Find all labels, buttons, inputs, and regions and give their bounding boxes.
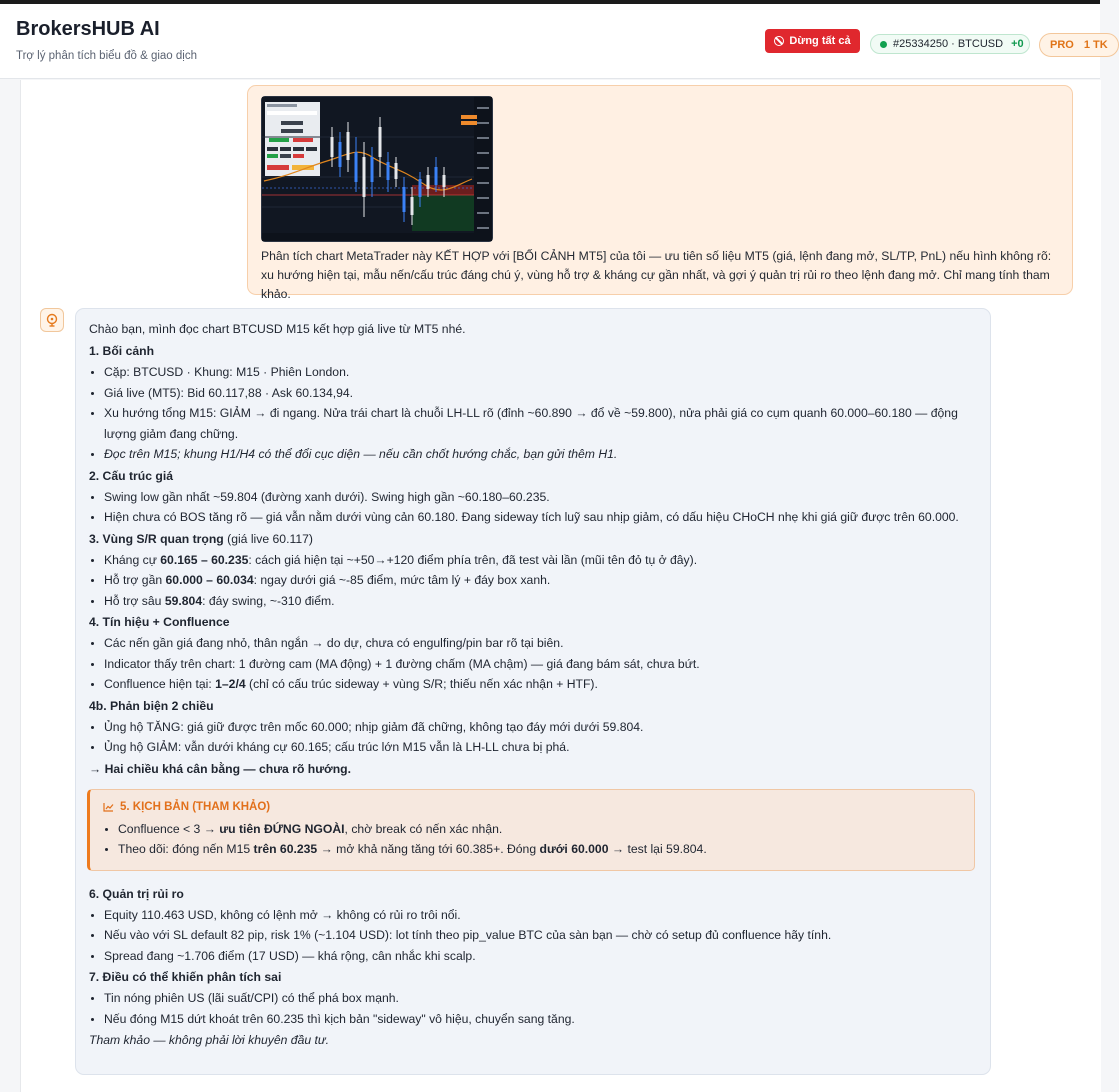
text-bold: dưới 60.000 [539, 842, 609, 856]
chart-trend-icon [103, 802, 114, 812]
app-title: BrokersHUB AI [16, 18, 160, 40]
app-subtitle: Trợ lý phân tích biểu đồ & giao dịch [16, 50, 197, 62]
list-item: • Tin nóng phiên US (lãi suất/CPI) có thể phá box mạnh. [104, 988, 979, 1009]
scenario-list [103, 819, 974, 860]
plan-label: PRO [1050, 39, 1074, 51]
invalidation-list [89, 988, 979, 1029]
stop-icon [774, 36, 784, 46]
list-item [104, 591, 979, 612]
context-list [89, 362, 979, 465]
assistant-message [75, 308, 991, 1075]
list-item [104, 550, 979, 571]
user-message-text: Phân tích chart MetaTrader này KẾT HỢP với [BỐI CẢNH MT5] của tôi — ưu tiên số liệu MT5 (giá, lệnh đang mở, SL/TP, PnL) nếu hình không rõ: xu hướng hiện tại, mẫu nến/cấu trúc đáng chú ý, vùng hỗ trợ & kháng cự gần nhất, và gợi ý quản trị rủi ro theo lệnh đang mở. Chỉ mang tính tham khảo. [261, 249, 1052, 301]
bot-avatar [40, 308, 64, 332]
list-item: • Các nến gần giá đang nhỏ, thân ngắn → do dự, chưa có engulfing/pin bar rõ tại biên. [104, 633, 979, 654]
text: Confluence < 3 → [118, 821, 220, 836]
section-heading: 2. Cấu trúc giá [89, 468, 173, 483]
text: Confluence hiện tại: [104, 677, 216, 691]
text-bold: ưu tiên ĐỨNG NGOÀI [219, 821, 345, 836]
callout-title: 5. KỊCH BẢN (THAM KHẢO) [120, 800, 271, 813]
metatrader-chart-thumbnail[interactable] [261, 96, 493, 242]
list-item: • Xu hướng tổng M15: GIẢM → đi ngang. Nửa trái chart là chuỗi LH-LL rõ (đỉnh ~60.890 → đổ về ~59.800), nửa phải giá co cụm quanh 60.000–60.180 — động lượng giảm đang chững. [104, 403, 979, 444]
section-heading: 7. Điều có thể khiến phân tích sai [89, 970, 282, 984]
risk-list [89, 905, 979, 967]
account-chip[interactable] [870, 34, 1030, 54]
structure-list [89, 487, 979, 528]
list-item: • Nếu đóng M15 dứt khoát trên 60.235 thì kịch bản "sideway" vô hiệu, chuyển sang tăng. [104, 1009, 979, 1030]
list-item: • Giá live (MT5): Bid 60.117,88 · Ask 60.134,94. [104, 383, 979, 404]
plan-extra: 1 TK [1083, 39, 1108, 51]
list-item: • Ủng hộ TĂNG: giá giữ được trên mốc 60.000; nhịp giảm đã chững, không tạo đáy mới dưới 59.804. [104, 717, 979, 738]
list-item [104, 674, 979, 695]
list-item: • Nếu vào với SL default 82 pip, risk 1% (~1.104 USD): lot tính theo pip_value BTC của sàn bạn — chờ có setup đủ confluence hãy tính. [104, 925, 979, 946]
section-heading: 4. Tín hiệu + Confluence [89, 615, 230, 629]
list-item: • Swing low gần nhất ~59.804 (đường xanh dưới). Swing high gần ~60.180–60.235. [104, 487, 979, 508]
assistant-message-content [89, 319, 979, 1051]
section-heading: 1. Bối cảnh [89, 344, 155, 358]
callout-heading [103, 799, 974, 815]
sr-list [89, 550, 979, 612]
section-heading: 4b. Phản biện 2 chiều [89, 698, 214, 713]
stop-all-label: Dừng tất cả [789, 35, 851, 47]
disclaimer: Tham khảo — không phải lời khuyên đầu tư. [89, 1033, 330, 1047]
text: (chỉ có cấu trúc sideway + vùng S/R; thiếu nến xác nhận + HTF). [245, 677, 598, 691]
stop-all-button[interactable] [765, 29, 860, 53]
text: , chờ break có nến xác nhận. [344, 821, 503, 836]
list-item [118, 819, 974, 840]
counter-list [89, 717, 979, 758]
plan-badge[interactable] [1039, 33, 1119, 57]
connected-status-dot [880, 41, 887, 48]
scenario-callout [87, 789, 975, 871]
section-heading [89, 528, 979, 550]
text-bold: trên 60.235 [253, 842, 318, 856]
text-bold: 59.804 [164, 593, 203, 608]
text: Hỗ trợ gần [104, 573, 166, 587]
text: → test lại 59.804. [608, 842, 707, 856]
text: : cách giá hiện tại ~+50→+120 điểm phía trên, đã test vài lần (mũi tên đỏ tụ ở đây). [248, 552, 698, 567]
list-item: • Spread đang ~1.706 điểm (17 USD) — khá rộng, cân nhắc khi scalp. [104, 946, 979, 967]
text: : ngay dưới giá ~-85 điểm, mức tâm lý + đáy box xanh. [253, 573, 551, 587]
text: Theo dõi: đóng nến M15 [118, 842, 254, 856]
section-heading-text: 3. Vùng S/R quan trọng [89, 531, 224, 546]
app-header [0, 4, 1108, 79]
text: : đáy swing, ~-310 điểm. [202, 593, 335, 608]
conclusion: → Hai chiều khá cân bằng — chưa rõ hướng. [89, 761, 351, 776]
text: Kháng cự [104, 552, 161, 567]
bot-avatar-icon [45, 313, 59, 327]
list-item: • Indicator thấy trên chart: 1 đường cam (MA động) + 1 đường chấm (MA chậm) — giá đang bám sát, chưa bứt. [104, 654, 979, 675]
greeting: Chào bạn, mình đọc chart BTCUSD M15 kết hợp giá live từ MT5 nhé. [89, 322, 466, 336]
text: Hỗ trợ sâu [104, 593, 165, 608]
list-item: • Cặp: BTCUSD · Khung: M15 · Phiên London. [104, 362, 979, 383]
text-bold: 60.000 – 60.034 [165, 573, 254, 587]
text-bold: 60.165 – 60.235 [160, 552, 249, 567]
signals-list [89, 633, 979, 695]
list-item: • Hiện chưa có BOS tăng rõ — giá vẫn nằm dưới vùng cản 60.180. Đang sideway tích luỹ sau nhịp giảm, có dấu hiệu CHoCH nhẹ khi giá giữ được trên 60.000. [104, 507, 979, 528]
text-bold: 1–2/4 [215, 677, 246, 691]
list-item: • Ủng hộ GIẢM: vẫn dưới kháng cự 60.165; cấu trúc lớn M15 vẫn là LH-LL chưa bị phá. [104, 737, 979, 758]
account-pnl: +0 [1011, 38, 1024, 50]
list-item [118, 839, 974, 860]
text: → mở khả năng tăng tới 60.385+. Đóng [317, 842, 540, 856]
list-item: • Equity 110.463 USD, không có lệnh mở → không có rủi ro trôi nổi. [104, 905, 979, 926]
account-label: #25334250 · BTCUSD [893, 38, 1004, 50]
section-heading: 6. Quản trị rủi ro [89, 886, 184, 901]
chart-image-icon [262, 97, 492, 241]
list-item [104, 570, 979, 591]
section-heading-note: (giá live 60.117) [223, 531, 313, 546]
user-message [247, 85, 1073, 301]
list-item: • Đọc trên M15; khung H1/H4 có thể đổi cục diện — nếu cần chốt hướng chắc, bạn gửi thêm H1. [104, 444, 979, 465]
